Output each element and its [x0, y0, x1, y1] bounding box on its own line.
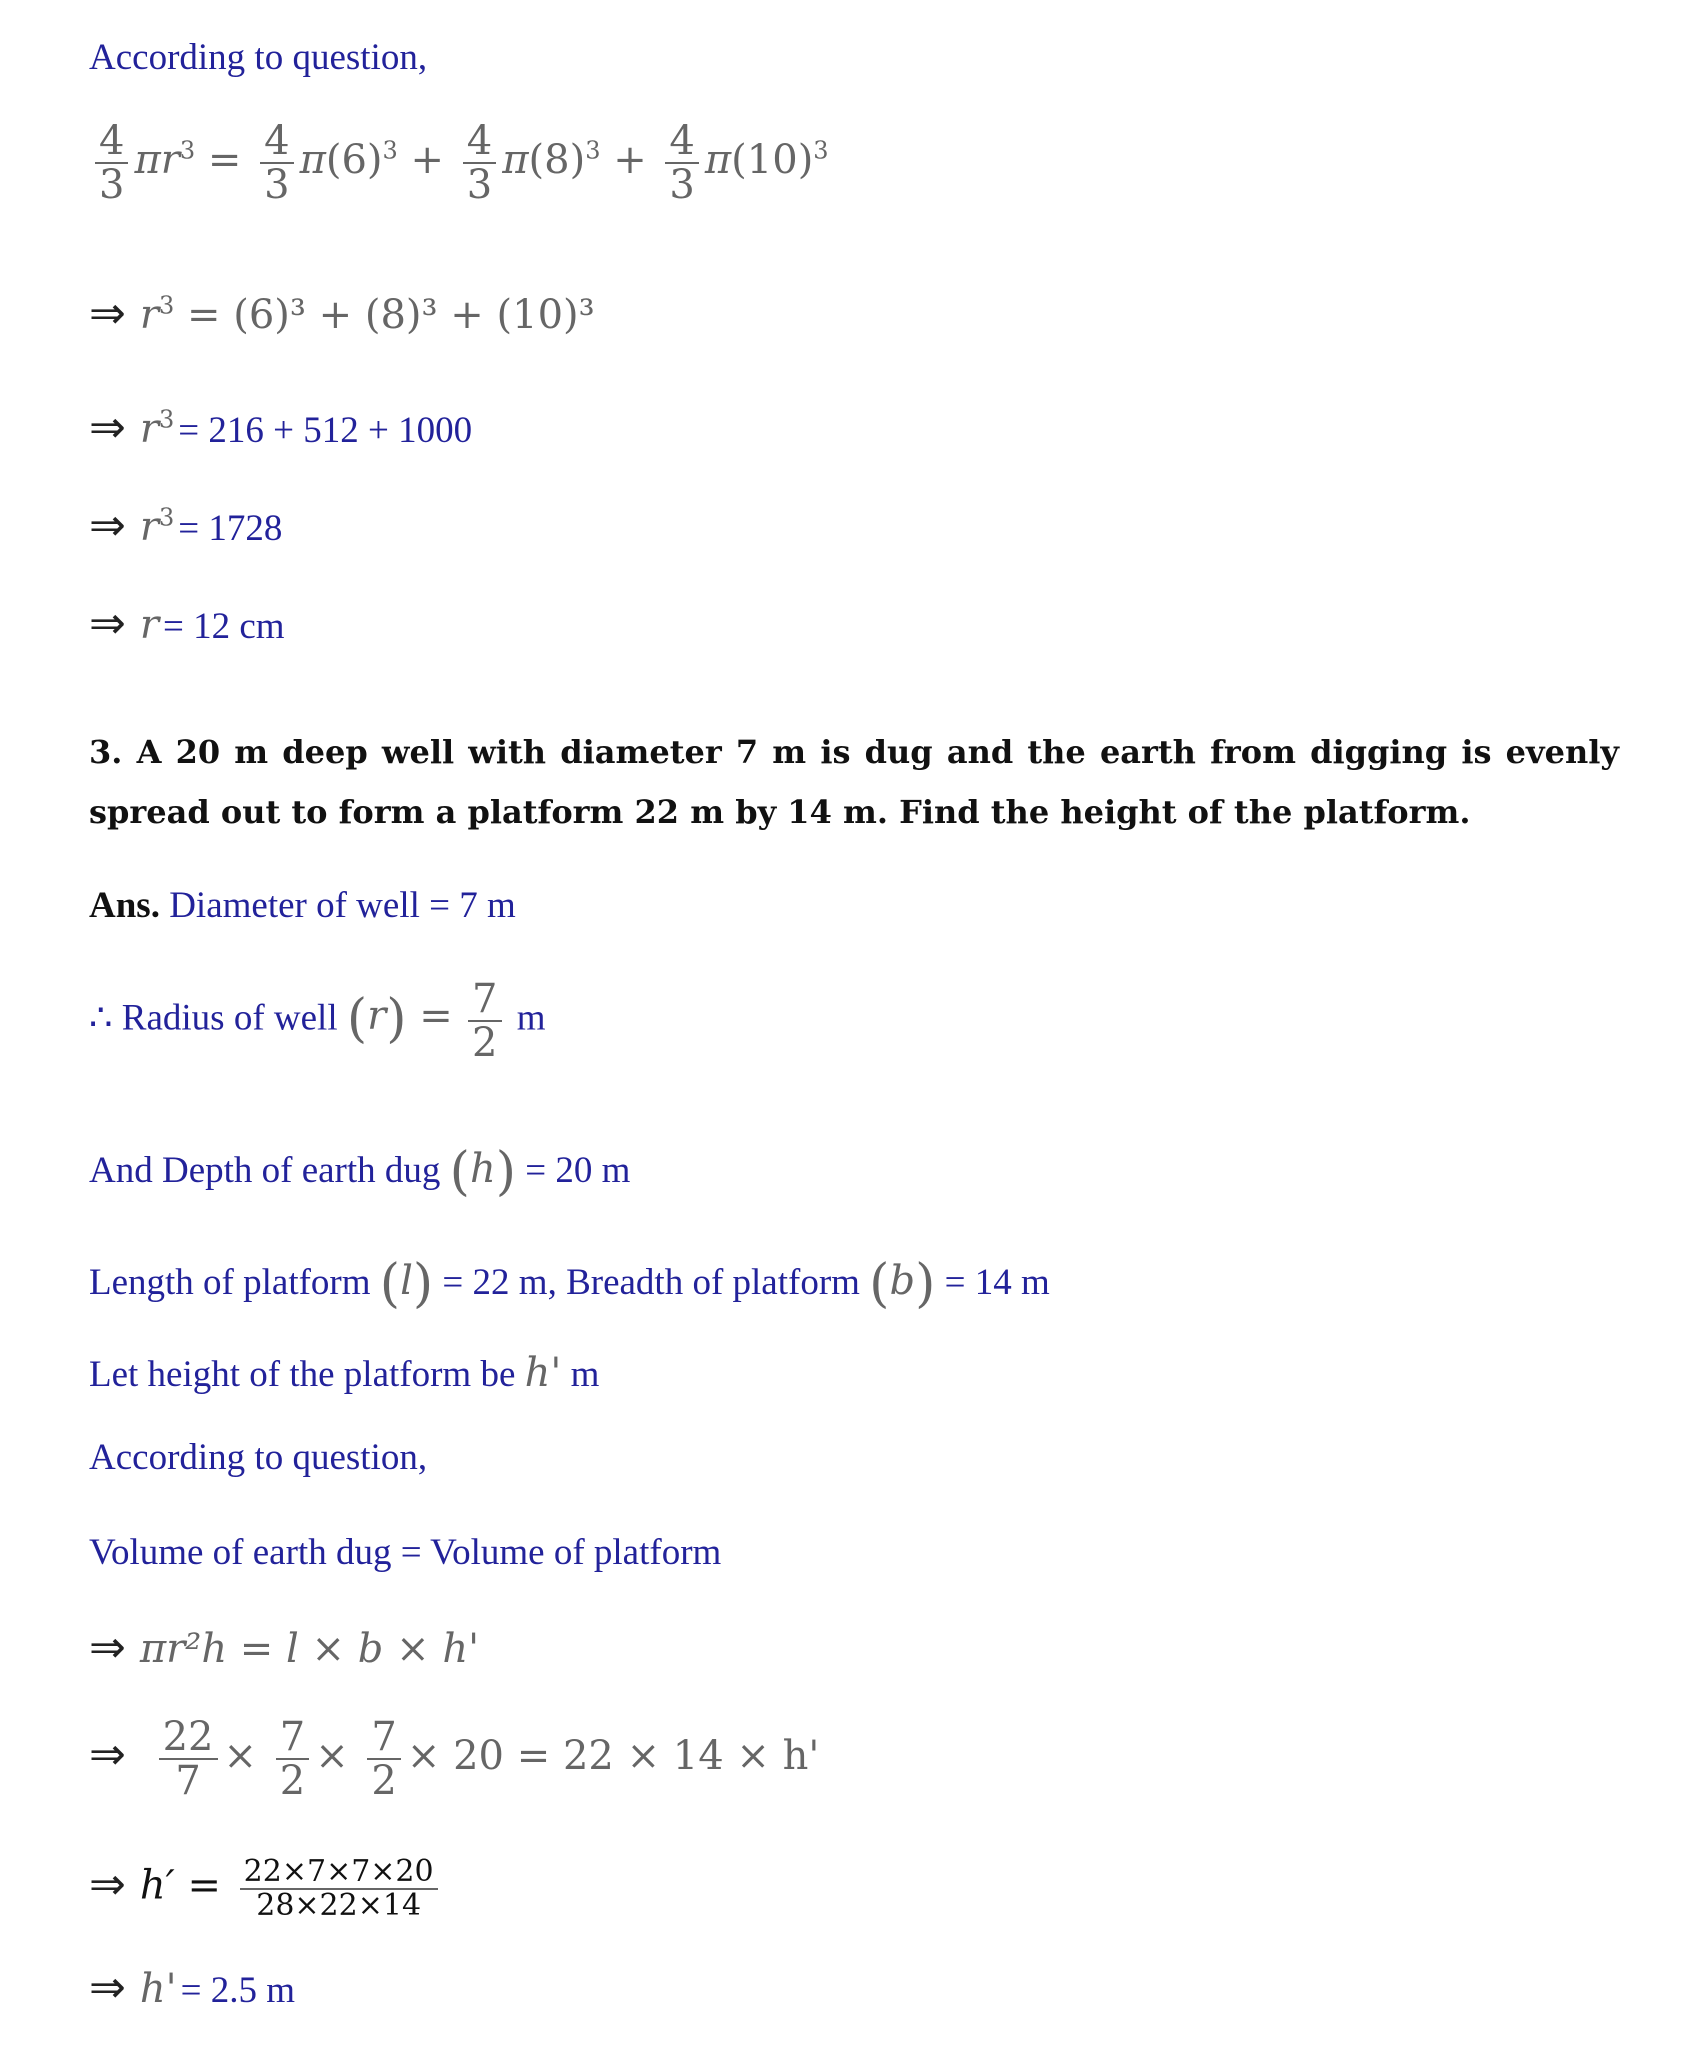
intro-text: According to question,: [89, 37, 428, 78]
depth-line: And Depth of earth dug (h) = 20 m: [89, 1142, 631, 1202]
answer-line: Ans. Diameter of well = 7 m: [89, 885, 516, 926]
step-volume-formula: ⇒ πr²h = l × b × h': [89, 1622, 480, 1673]
step-r-cubed-sum: ⇒ $r^3 = (6)^3 + (8)^3 + (10)^3$: [89, 288, 595, 339]
answer-label: Ans.: [89, 885, 160, 926]
fraction-h-prime: $\frac{22\times 7\times 7\times 20}{28\times 22\times 14}$: [240, 1856, 438, 1921]
volume-equality-line: Volume of earth dug = Volume of platform: [89, 1532, 722, 1573]
question-3: 3. A 20 m deep well with diameter 7 m is dug and the earth from digging is evenly spread out to form a platform 22 m by 14 m. Find the height of the platform.: [89, 733, 1619, 831]
height-assumption-line: Let height of the platform be h' m: [89, 1350, 600, 1396]
step-substitution: ⇒ $\frac{22}{7}$ × $\frac{7}{2}$ × $\frac{7}{2}$ × 20 = 22 × 14 × h': [89, 1714, 820, 1804]
step-r-value: ⇒ r = 12 cm: [89, 598, 285, 649]
step-h-prime-value: ⇒ h' = 2.5 m: [89, 1962, 296, 2013]
step-r-cubed-numbers: ⇒ $r^3 = 216 + 512 + 1000$: [89, 402, 473, 453]
intro-text-2: According to question,: [89, 1437, 428, 1478]
step-h-prime-fraction: ⇒ h′ = $\frac{22\times 7\times 7\times 20}{28\times 22\times 14}$: [89, 1856, 444, 1921]
equation-volume-sum: $\frac{4}{3}$ $\pi r^3$ = $\frac{4}{3}$ $\pi(6)^3$ + $\frac{4}{3}$ $\pi(8)^3$ + $\frac{4}{3}$ $\pi(10)^3$: [89, 120, 829, 206]
fraction-four-thirds: $\frac{4}{3}$: [95, 120, 128, 206]
length-breadth-line: Length of platform (l) = 22 m, Breadth of platform (b) = 14 m: [89, 1254, 1050, 1314]
radius-line: ∴ Radius of well (r) = $\frac{7}{2}$ m: [89, 976, 546, 1066]
step-r-cubed-value: ⇒ $r^3 = 1728$: [89, 500, 283, 551]
fraction-seven-halves: $\frac{7}{2}$: [468, 978, 501, 1064]
